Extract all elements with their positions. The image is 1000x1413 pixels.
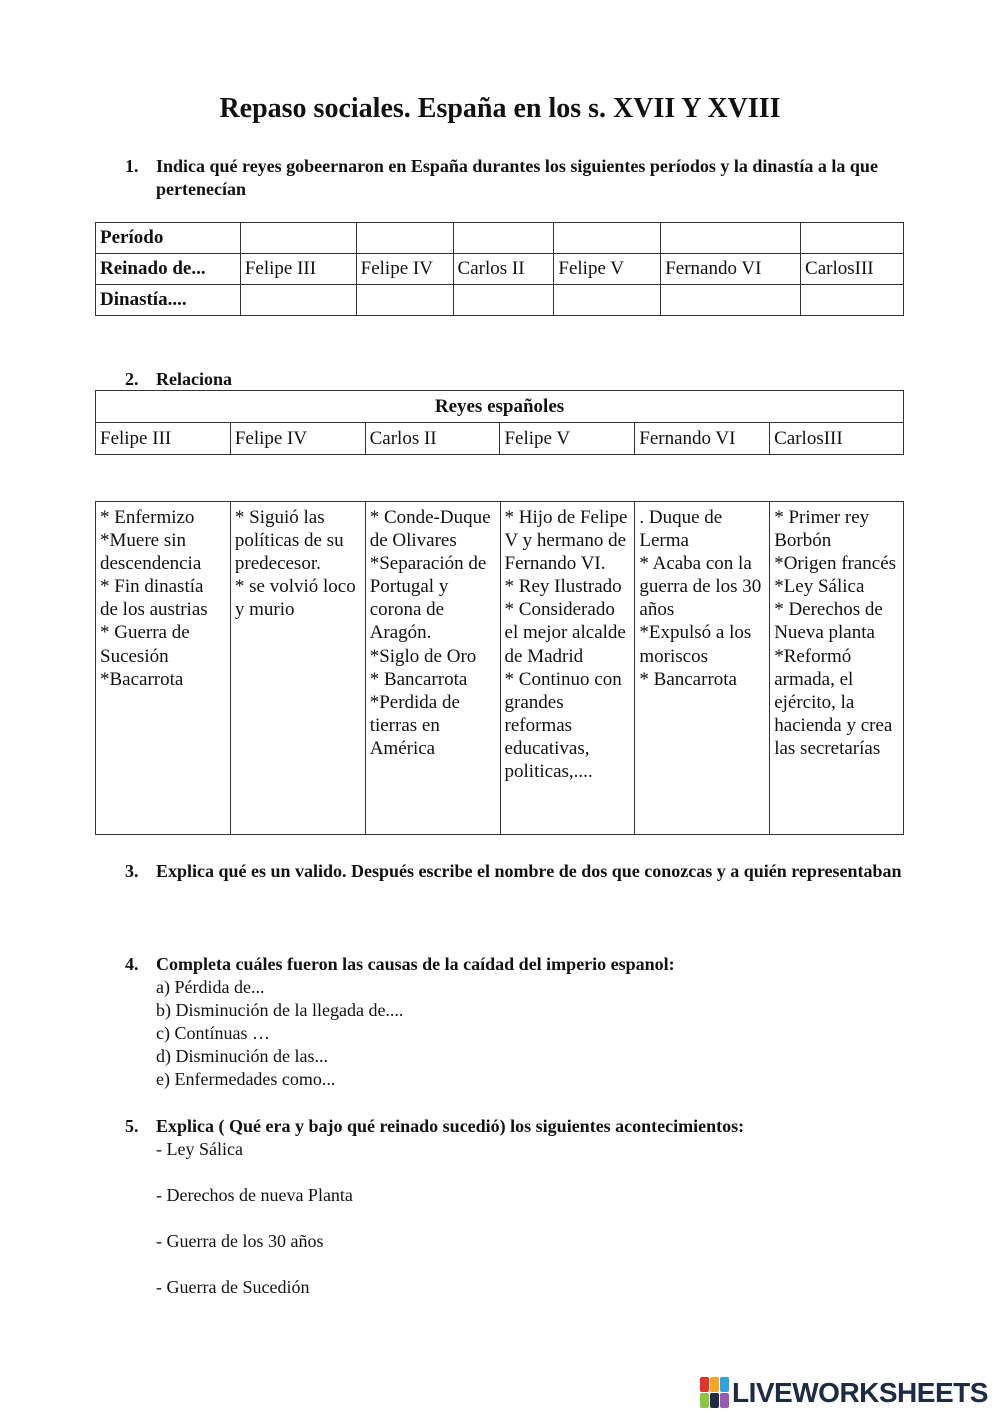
dynasty-cell[interactable] <box>240 285 356 316</box>
king-cell[interactable]: Felipe III <box>96 423 231 455</box>
table-caption: Reyes españoles <box>96 391 904 423</box>
dynasty-cell[interactable] <box>356 285 453 316</box>
period-cell[interactable] <box>356 223 453 254</box>
row-label: Dinastía.... <box>96 285 241 316</box>
table-row <box>96 223 904 254</box>
king-cell[interactable]: CarlosIII <box>770 423 904 455</box>
clue-line: *Reformó armada, el ejército, la hacienda y crea las secretarías <box>774 645 893 759</box>
clue-cell[interactable] <box>770 502 904 835</box>
brand-icon-tile <box>720 1393 729 1408</box>
clue-line: *Expulsó a los moriscos <box>639 622 752 667</box>
question-3 <box>125 860 915 883</box>
clue-line: * Considerado el mejor alcalde de Madrid <box>504 599 626 667</box>
question-text: Explica ( Qué era y bajo qué reinado sucedió) los siguientes acontecimientos: <box>156 1116 745 1136</box>
clue-line: *Siglo de Oro <box>369 645 477 667</box>
dynasty-cell[interactable] <box>661 285 801 316</box>
clue-line: *Muere sin descendencia <box>100 530 202 575</box>
event-item: - Guerra de los 30 años <box>156 1231 324 1251</box>
dynasty-cell[interactable] <box>453 285 554 316</box>
question-number: 3. <box>125 861 139 881</box>
question-text: Completa cuáles fueron las causas de la caídad del imperio espanol: <box>156 954 675 974</box>
question-text: Explica qué es un valido. Después escribe el nombre de dos que conozcas y a quién representaban <box>156 861 902 881</box>
clue-cell[interactable] <box>365 502 500 835</box>
period-cell[interactable] <box>453 223 554 254</box>
clue-line: * Acaba con la guerra de los 30 años <box>639 553 762 621</box>
king-cell[interactable]: Felipe IV <box>230 423 365 455</box>
question-4 <box>125 953 915 1091</box>
answer-option: a) Pérdida de... <box>156 977 265 997</box>
clue-line: *Perdida de tierras en América <box>369 691 460 759</box>
question-1 <box>125 155 915 201</box>
clue-line: * Enfermizo <box>100 507 195 528</box>
row-label: Período <box>96 223 241 254</box>
question-text: Indica qué reyes gobeernaron en España durantes los siguientes períodos y la dinastía a la que pertenecían <box>156 156 878 199</box>
question-number: 4. <box>125 954 139 974</box>
clue-line: * Bancarrota <box>369 668 468 690</box>
brand-icon-tile <box>710 1393 719 1408</box>
question-number: 2. <box>125 369 139 389</box>
answer-option: e) Enfermedades como... <box>156 1069 336 1089</box>
clue-line: * Primer rey Borbón <box>774 507 870 552</box>
clue-cell[interactable] <box>635 502 770 835</box>
question-number: 5. <box>125 1116 139 1136</box>
page-title: Repaso sociales. España en los s. XVII Y XVIII <box>219 93 781 124</box>
clue-line: * Fin dinastía de los austrias <box>100 576 208 621</box>
brand-name: LIVEWORKSHEETS <box>732 1377 988 1408</box>
clue-line: * Guerra de Sucesión <box>100 622 190 667</box>
clue-line: *Origen francés <box>774 553 897 575</box>
question-5 <box>125 1115 915 1322</box>
clue-line: * Rey Ilustrado <box>504 576 622 598</box>
clue-line: * se volvió loco y murio <box>234 576 356 621</box>
brand-icon-tile <box>720 1377 729 1392</box>
event-item: - Guerra de Sucedión <box>156 1277 310 1297</box>
clue-line: * Bancarrota <box>639 668 737 690</box>
question-2 <box>125 368 915 391</box>
table-row <box>96 254 904 285</box>
brand-icon-tile <box>700 1377 709 1392</box>
clue-line: * Derechos de Nueva planta <box>774 599 883 644</box>
clue-line: . Duque de Lerma <box>639 507 723 552</box>
question-text: Relaciona <box>156 369 232 389</box>
brand-icon <box>700 1377 728 1409</box>
kings-table <box>95 390 904 455</box>
clue-line: * Hijo de Felipe V y hermano de Fernando VI. <box>504 507 628 575</box>
table-row <box>96 423 904 455</box>
king-cell: Fernando VI <box>661 254 801 285</box>
answer-option: c) Contínuas … <box>156 1023 270 1043</box>
period-cell[interactable] <box>661 223 801 254</box>
clue-line: * Continuo con grandes reformas educativas, politicas,.... <box>504 668 622 783</box>
clue-line: *Ley Sálica <box>774 576 865 598</box>
clues-table <box>95 501 904 835</box>
period-cell[interactable] <box>554 223 661 254</box>
kings-dynasty-table <box>95 222 904 316</box>
king-cell: Felipe V <box>554 254 661 285</box>
clue-cell[interactable] <box>96 502 231 835</box>
question-number: 1. <box>125 156 139 176</box>
king-cell: Felipe IV <box>356 254 453 285</box>
answer-option: d) Disminución de las... <box>156 1046 328 1066</box>
king-cell: CarlosIII <box>801 254 904 285</box>
brand-icon-tile <box>700 1393 709 1408</box>
table-row <box>96 285 904 316</box>
event-item: - Derechos de nueva Planta <box>156 1185 353 1205</box>
brand-icon-tile <box>710 1377 719 1392</box>
clue-line: * Conde-Duque de Olivares <box>369 507 491 552</box>
period-cell[interactable] <box>801 223 904 254</box>
clue-cell[interactable] <box>230 502 365 835</box>
liveworksheets-logo <box>700 1376 988 1410</box>
table-row <box>96 502 904 835</box>
king-cell[interactable]: Felipe V <box>500 423 635 455</box>
king-cell: Carlos II <box>453 254 554 285</box>
table-row <box>96 391 904 423</box>
row-label: Reinado de... <box>96 254 241 285</box>
clue-line: *Separación de Portugal y corona de Aragón. <box>369 553 487 644</box>
dynasty-cell[interactable] <box>801 285 904 316</box>
clue-line: *Bacarrota <box>100 668 184 690</box>
answer-option: b) Disminución de la llegada de.... <box>156 1000 404 1020</box>
clue-cell[interactable] <box>500 502 635 835</box>
clue-line: * Siguió las políticas de su predecesor. <box>234 507 344 575</box>
event-item: - Ley Sálica <box>156 1139 243 1159</box>
king-cell[interactable]: Carlos II <box>365 423 500 455</box>
dynasty-cell[interactable] <box>554 285 661 316</box>
period-cell[interactable] <box>240 223 356 254</box>
king-cell: Felipe III <box>240 254 356 285</box>
king-cell[interactable]: Fernando VI <box>635 423 770 455</box>
